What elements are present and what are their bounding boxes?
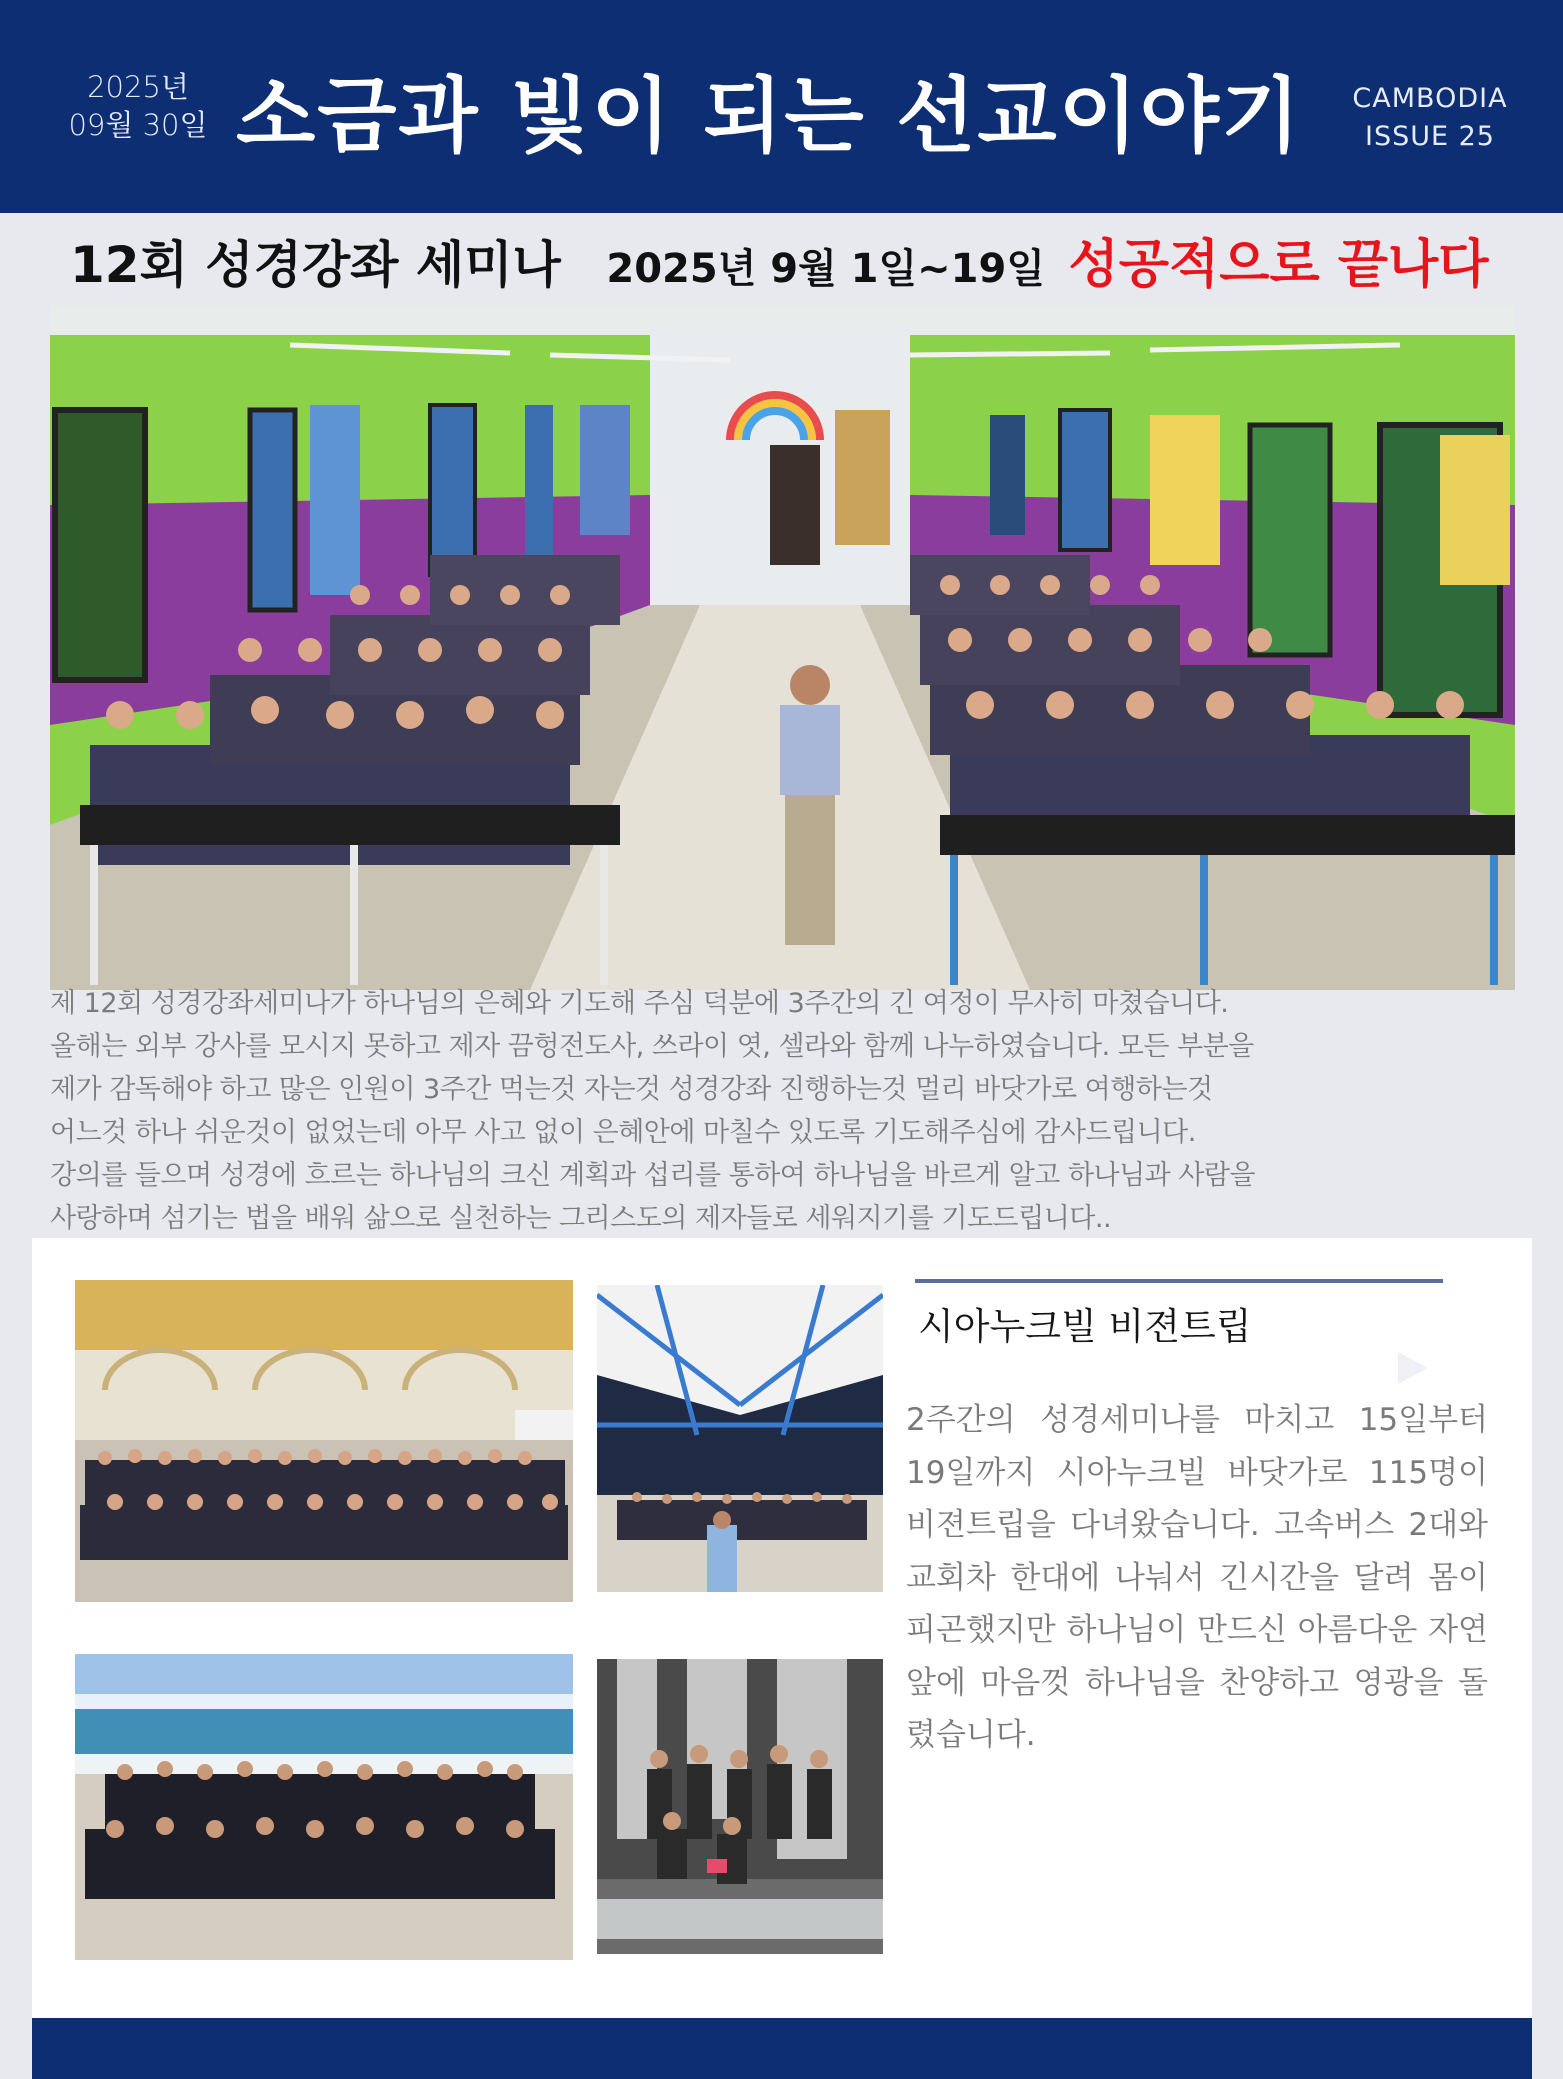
classroom-photo <box>50 305 1515 990</box>
waterfall-photo <box>597 1659 883 1954</box>
section-divider <box>915 1279 1443 1283</box>
play-arrow-icon <box>1396 1350 1430 1386</box>
footer-bar <box>32 2018 1532 2079</box>
headline-dates: 2025년 9월 1일~19일 <box>606 246 1045 292</box>
group-photo-building <box>75 1280 573 1602</box>
indoor-hall-photo <box>597 1285 883 1592</box>
beach-group-photo <box>75 1654 573 1960</box>
issue-number: ISSUE 25 <box>1364 121 1495 152</box>
trip-title: 시아누크빌 비젼트립 <box>918 1305 1252 1348</box>
masthead <box>0 0 1563 213</box>
newsletter-title: 소금과 빛이 되는 선교이야기 <box>236 69 1303 164</box>
issue-year: 2025년 <box>87 70 189 104</box>
issue-info <box>1330 80 1530 156</box>
headline-event: 12회 성경강좌 세미나 <box>70 236 561 294</box>
issue-day: 09월 30일 <box>68 108 208 142</box>
seminar-description: 제 12회 성경강좌세미나가 하나님의 은혜와 기도해 주심 덕분에 3주간의 긴 여정이 무사히 마쳤습니다. 올해는 외부 강사를 모시지 못하고 제자 끔헝전도사, 쓰라이 엿, 셀라와 함께 나누하였습니다. 모든 부분을 제가 감독해야 하고 많은 인원이 3주간 먹는것 자는것 성경강좌 진행하는것 멀리 바닷가로 여행하는것 어느것 하나 쉬운것이 없었는데 아무 사고 없이 은혜안에 마칠수 있도록 기도해주심에 감사드립니다. 강의를 들으며 성경에 흐르는 하나님의 크신 계획과 섭리를 통하여 하나님을 바르게 알고 하나님과 사람을 사랑하며 섬기는 법을 배워 삶으로 실천하는 그리스도의 제자들로 세워지기를 기도드립니다.. <box>50 988 1256 1234</box>
country-label: CAMBODIA <box>1352 83 1508 114</box>
headline-result: 성공적으로 끝나다 <box>1068 235 1489 295</box>
issue-date <box>58 68 218 144</box>
trip-description: 2주간의 성경세미나를 마치고 15일부터 19일까지 시아누크빌 바닷가로 115명이 비젼트립을 다녀왔습니다. 고속버스 2대와 교회차 한대에 나눠서 긴시간을 달려 몸이 피곤했지만 하나님이 만드신 아름다운 자연앞에 마음껏 하나님을 찬양하고 영광을 돌렸습니다. <box>906 1402 1488 1753</box>
article-headline <box>70 222 1530 294</box>
